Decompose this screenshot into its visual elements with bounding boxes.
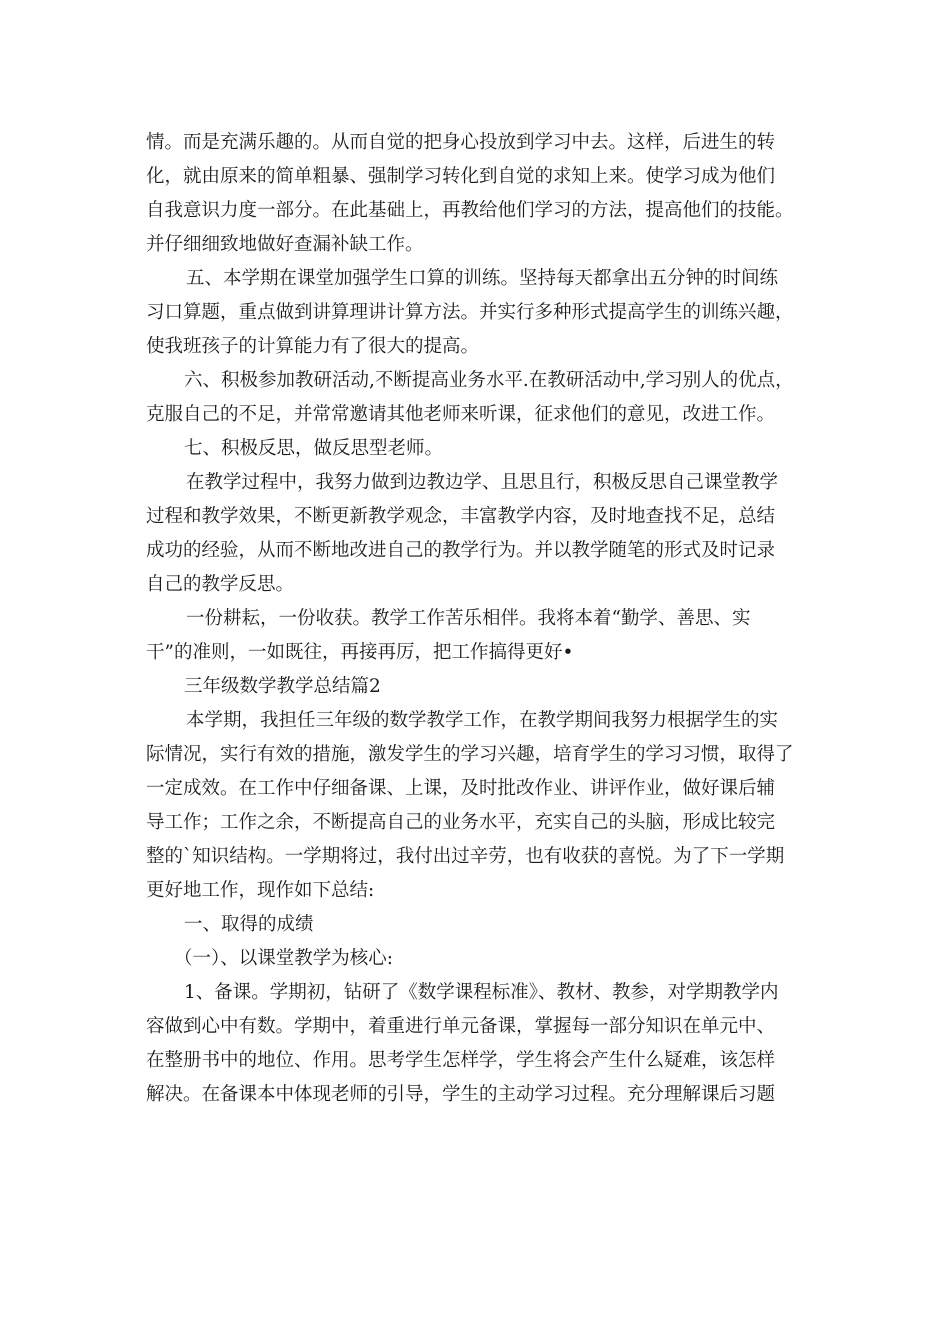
section-heading: 三年级数学教学总结篇2: [184, 676, 381, 697]
text-line: 更好地工作，现作如下总结:: [146, 880, 375, 901]
text-line: 并仔细细致地做好查漏补缺工作。: [146, 234, 424, 255]
text-line: 解决。在备课本中体现老师的引导，学生的主动学习过程。充分理解课后习题: [146, 1084, 776, 1105]
text-line: 在整册书中的地位、作用。思考学生怎样学，学生将会产生什么疑难，该怎样: [146, 1050, 776, 1071]
text-line: 一份耕耘，一份收获。教学工作苦乐相伴。我将本着“勤学、善思、实: [186, 608, 751, 629]
text-line: 际情况，实行有效的措施，激发学生的学习兴趣，培育学生的学习习惯，取得了: [146, 744, 794, 765]
document-body: [146, 126, 811, 1112]
text-line: 自我意识力度一部分。在此基础上，再教给他们学习的方法，提高他们的技能。: [146, 200, 794, 221]
text-line: 导工作；工作之余，不断提高自己的业务水平，充实自己的头脑，形成比较完: [146, 812, 776, 833]
text-line: 过程和教学效果，不断更新教学观念，丰富教学内容，及时地查找不足，总结: [146, 506, 776, 527]
text-line: 习口算题，重点做到讲算理讲计算方法。并实行多种形式提高学生的训练兴趣，: [146, 302, 794, 323]
text-line: 七、积极反思，做反思型老师。: [184, 438, 444, 459]
text-line: 克服自己的不足，并常常邀请其他老师来听课，征求他们的意见，改进工作。: [146, 404, 776, 425]
text-line: 本学期，我担任三年级的数学教学工作，在教学期间我努力根据学生的实: [186, 710, 779, 731]
text-line: 六、积极参加教研活动,不断提高业务水平.在教研活动中,学习别人的优点，: [184, 370, 794, 391]
text-line: 干”的准则，一如既往，再接再厉，把工作搞得更好•: [146, 642, 574, 663]
text-line: 使我班孩子的计算能力有了很大的提高。: [146, 336, 480, 357]
text-line: 五、本学期在课堂加强学生口算的训练。坚持每天都拿出五分钟的时间练: [186, 268, 779, 289]
text-line: 自己的教学反思。: [146, 574, 295, 595]
text-line: 1、备课。学期初，钻研了《数学课程标准》、教材、教参，对学期教学内: [184, 982, 779, 1003]
text-line: 化，就由原来的简单粗暴、强制学习转化到自觉的求知上来。使学习成为他们: [146, 166, 776, 187]
text-line: 整的`知识结构。一学期将过，我付出过辛劳，也有收获的喜悦。为了下一学期: [146, 846, 785, 867]
text-line: 容做到心中有数。学期中，着重进行单元备课，掌握每一部分知识在单元中、: [146, 1016, 776, 1037]
text-line: 成功的经验，从而不断地改进自己的教学行为。并以教学随笔的形式及时记录: [146, 540, 776, 561]
text-line: 在教学过程中，我努力做到边教边学、且思且行，积极反思自己课堂教学: [186, 472, 779, 493]
text-line: 情。而是充满乐趣的。从而自觉的把身心投放到学习中去。这样，后进生的转: [146, 132, 776, 153]
subsection-heading: （一）、以课堂教学为核心:: [174, 948, 393, 969]
text-line: 一定成效。在工作中仔细备课、上课，及时批改作业、讲评作业，做好课后辅: [146, 778, 776, 799]
subsection-heading: 一、取得的成绩: [184, 914, 314, 935]
